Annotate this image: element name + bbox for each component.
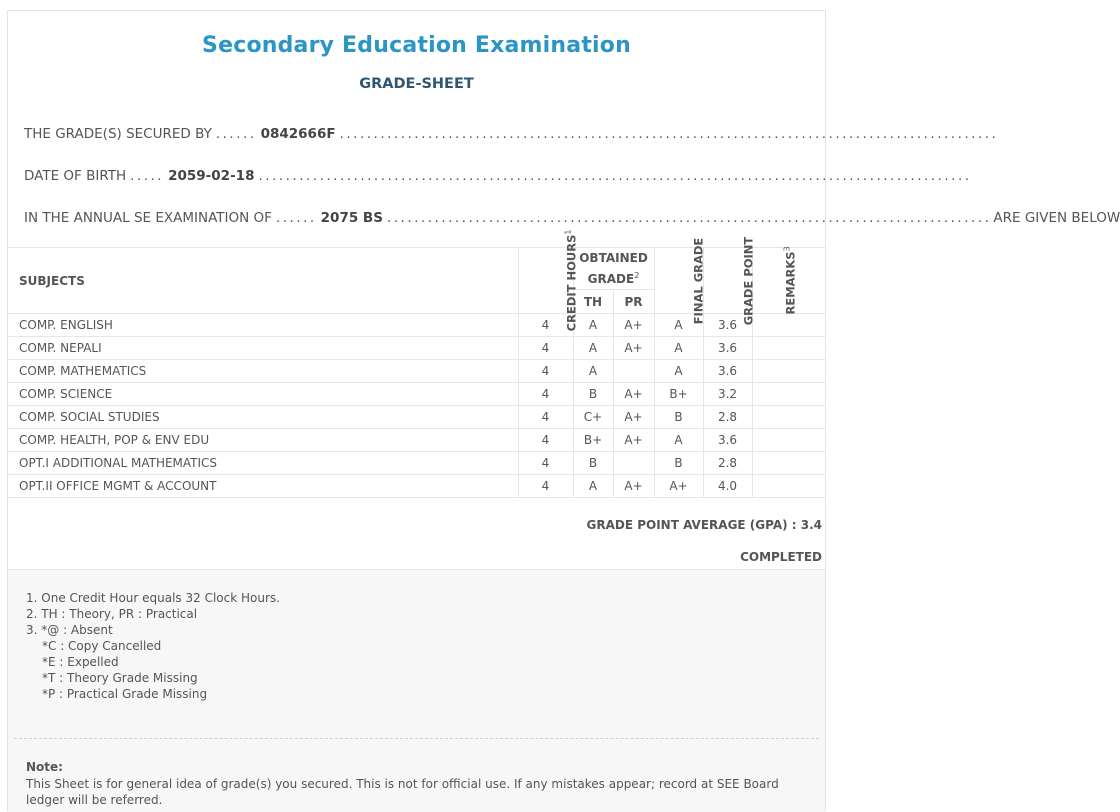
remarks-cell [752,383,825,406]
table-row [8,406,825,429]
subject-cell: OPT.II OFFICE MGMT & ACCOUNT [8,475,518,498]
remarks-cell [752,337,825,360]
th-cell: B [573,383,613,406]
th-cell: A [573,337,613,360]
subject-cell: COMP. NEPALI [8,337,518,360]
subject-cell: COMP. SCIENCE [8,383,518,406]
final-grade-cell: A [654,429,703,452]
obtained-grade-header: OBTAINED GRADE$^2$ [573,248,654,290]
credit-cell: 4 [518,429,573,452]
pr-cell: A+ [613,337,654,360]
remarks-cell [752,475,825,498]
pr-cell: A+ [613,383,654,406]
grade-point-cell: 4.0 [703,475,752,498]
credit-cell: 4 [518,406,573,429]
grade-point-cell: 3.6 [703,314,752,337]
note-title: Note: [26,760,63,774]
grade-sheet [7,10,1120,811]
dots-leader: ...... [275,210,317,226]
dots-leader: ................................................................................................. [339,126,999,142]
grade-point-cell: 3.6 [703,429,752,452]
dob-line [24,168,972,186]
pr-cell: A+ [613,406,654,429]
pr-header: PR [613,290,654,314]
status-text: COMPLETED [740,550,822,564]
subject-cell: COMP. ENGLISH [8,314,518,337]
dob-label: DATE OF BIRTH [24,168,127,184]
final-grade-cell: B+ [654,383,703,406]
exam-tail: ARE GIVEN BELOW [993,210,1120,226]
credit-cell: 4 [518,337,573,360]
final-grade-header: FINAL GRADE [654,248,703,314]
remarks-cell [752,406,825,429]
th-cell: A [573,314,613,337]
final-grade-cell: B [654,406,703,429]
page-title: Secondary Education Examination [202,33,631,58]
credit-hours-header: CREDIT HOURS$^1$ [518,248,573,314]
subject-cell: COMP. HEALTH, POP & ENV EDU [8,429,518,452]
secured-by-value: 0842666F [260,126,336,142]
secured-by-label: THE GRADE(S) SECURED BY [24,126,212,142]
grade-point-header: GRADE POINT [703,248,752,314]
subjects-header: SUBJECTS [8,248,518,314]
grade-point-cell: 3.6 [703,337,752,360]
secured-by-line [24,126,999,144]
footnote-item: *T : Theory Grade Missing [42,671,198,685]
gpa-text: GRADE POINT AVERAGE (GPA) : 3.4 [586,518,822,532]
remarks-cell [752,314,825,337]
footnote-item: 2. TH : Theory, PR : Practical [26,607,198,621]
dots-leader: ...... [215,126,257,142]
grade-point-cell: 2.8 [703,452,752,475]
subject-cell: COMP. SOCIAL STUDIES [8,406,518,429]
th-cell: B+ [573,429,613,452]
footnotes-section [8,569,825,812]
dob-value: 2059-02-18 [168,168,255,184]
final-grade-cell: A [654,337,703,360]
credit-cell: 4 [518,383,573,406]
grade-point-cell: 3.6 [703,360,752,383]
th-cell: C+ [573,406,613,429]
table-row [8,475,825,498]
credit-cell: 4 [518,452,573,475]
credit-cell: 4 [518,360,573,383]
table-row [8,360,825,383]
exam-line [24,210,1120,228]
remarks-cell [752,452,825,475]
remarks-cell [752,360,825,383]
footnote-item: *P : Practical Grade Missing [42,687,208,701]
remarks-cell [752,429,825,452]
pr-cell: A+ [613,429,654,452]
pr-cell: A+ [613,475,654,498]
footnote-item: *C : Copy Cancelled [42,639,162,653]
pr-cell [613,360,654,383]
credit-cell: 4 [518,475,573,498]
table-row [8,337,825,360]
dashed-divider [14,738,819,739]
remarks-header: REMARKS$^3$ [752,248,825,314]
grade-point-cell: 2.8 [703,406,752,429]
table-row [8,383,825,406]
final-grade-cell: B [654,452,703,475]
table-row [8,452,825,475]
grade-point-cell: 3.2 [703,383,752,406]
pr-cell [613,452,654,475]
final-grade-cell: A+ [654,475,703,498]
th-cell: B [573,452,613,475]
page-subtitle: GRADE-SHEET [359,76,474,92]
footnote-item: 3. *@ : Absent [26,623,113,637]
subject-cell: COMP. MATHEMATICS [8,360,518,383]
exam-label: IN THE ANNUAL SE EXAMINATION OF [24,210,272,226]
footnotes-list [26,590,280,702]
table-row [8,429,825,452]
grades-table [8,229,825,498]
th-cell: A [573,475,613,498]
final-grade-cell: A [654,314,703,337]
credit-cell: 4 [518,314,573,337]
th-header: TH [573,290,613,314]
dots-leader: ......................................................................................... [386,210,992,226]
footnote-item: 1. One Credit Hour equals 32 Clock Hours. [26,591,280,605]
pr-cell: A+ [613,314,654,337]
subject-cell: OPT.I ADDITIONAL MATHEMATICS [8,452,518,475]
exam-value: 2075 BS [320,210,383,226]
th-cell: A [573,360,613,383]
dots-leader: ..... [130,168,165,184]
note-text: This Sheet is for general idea of grade(s) you secured. This is not for official use. If any mistakes appear; record at SEE Board ledger will be referred. [26,777,779,807]
dots-leader: ......................................................................................................... [258,168,972,184]
footnote-item: *E : Expelled [42,655,119,669]
final-grade-cell: A [654,360,703,383]
